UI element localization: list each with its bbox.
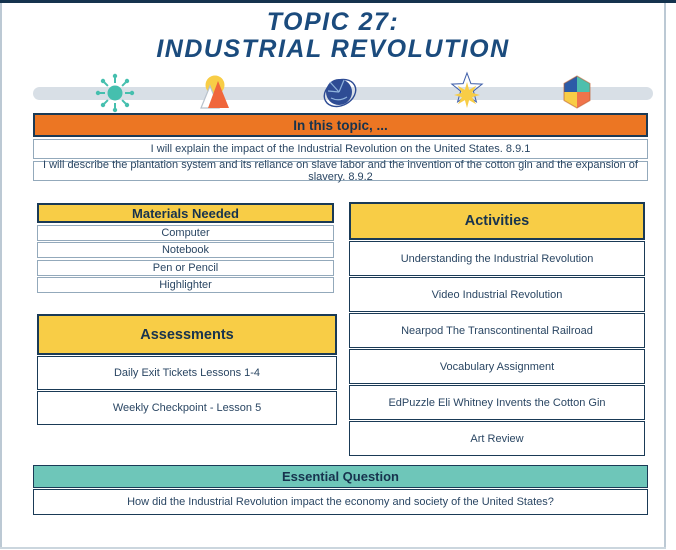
activity-item: Vocabulary Assignment — [349, 349, 645, 384]
objective-row: I will describe the plantation system and its reliance on slave labor and the invention of the cotton gin and the expansion of slavery. 8.9.2 — [33, 161, 648, 181]
page-title-line1: TOPIC 27: — [266, 8, 400, 36]
assessment-item: Weekly Checkpoint - Lesson 5 — [37, 391, 337, 425]
activities-section — [349, 202, 645, 456]
activity-item: EdPuzzle Eli Whitney Invents the Cotton Gin — [349, 385, 645, 420]
essential-question-section — [33, 465, 648, 515]
assessments-section — [37, 314, 337, 425]
objective-row: I will explain the impact of the Industrial Revolution on the United States. 8.9.1 — [33, 139, 648, 159]
page-title-line2: INDUSTRIAL REVOLUTION — [156, 35, 510, 63]
burst-sun-icon — [95, 73, 135, 113]
topic-section-header: In this topic, ... — [33, 113, 648, 137]
activity-item: Video Industrial Revolution — [349, 277, 645, 312]
essential-question-text: How did the Industrial Revolution impact the economy and society of the United States? — [33, 489, 648, 515]
mountain-icon — [195, 71, 235, 111]
page-edge-right — [664, 3, 666, 548]
page-edge-left — [0, 3, 2, 548]
page-title — [0, 9, 666, 63]
material-item: Pen or Pencil — [37, 260, 334, 276]
activity-item: Understanding the Industrial Revolution — [349, 241, 645, 276]
activity-item: Nearpod The Transcontinental Railroad — [349, 313, 645, 348]
assessments-header: Assessments — [37, 314, 337, 355]
assessment-item: Daily Exit Tickets Lessons 1-4 — [37, 356, 337, 390]
material-item: Highlighter — [37, 277, 334, 293]
materials-header: Materials Needed — [37, 203, 334, 223]
material-item: Notebook — [37, 242, 334, 258]
essential-question-header: Essential Question — [33, 465, 648, 488]
activity-item: Art Review — [349, 421, 645, 456]
page-edge-bottom — [0, 547, 666, 549]
topic-section — [33, 113, 648, 181]
star-icon — [443, 69, 491, 117]
cube-icon — [559, 74, 595, 112]
activities-header: Activities — [349, 202, 645, 240]
globe-icon — [318, 71, 362, 115]
materials-section — [37, 203, 334, 293]
material-item: Computer — [37, 225, 334, 241]
